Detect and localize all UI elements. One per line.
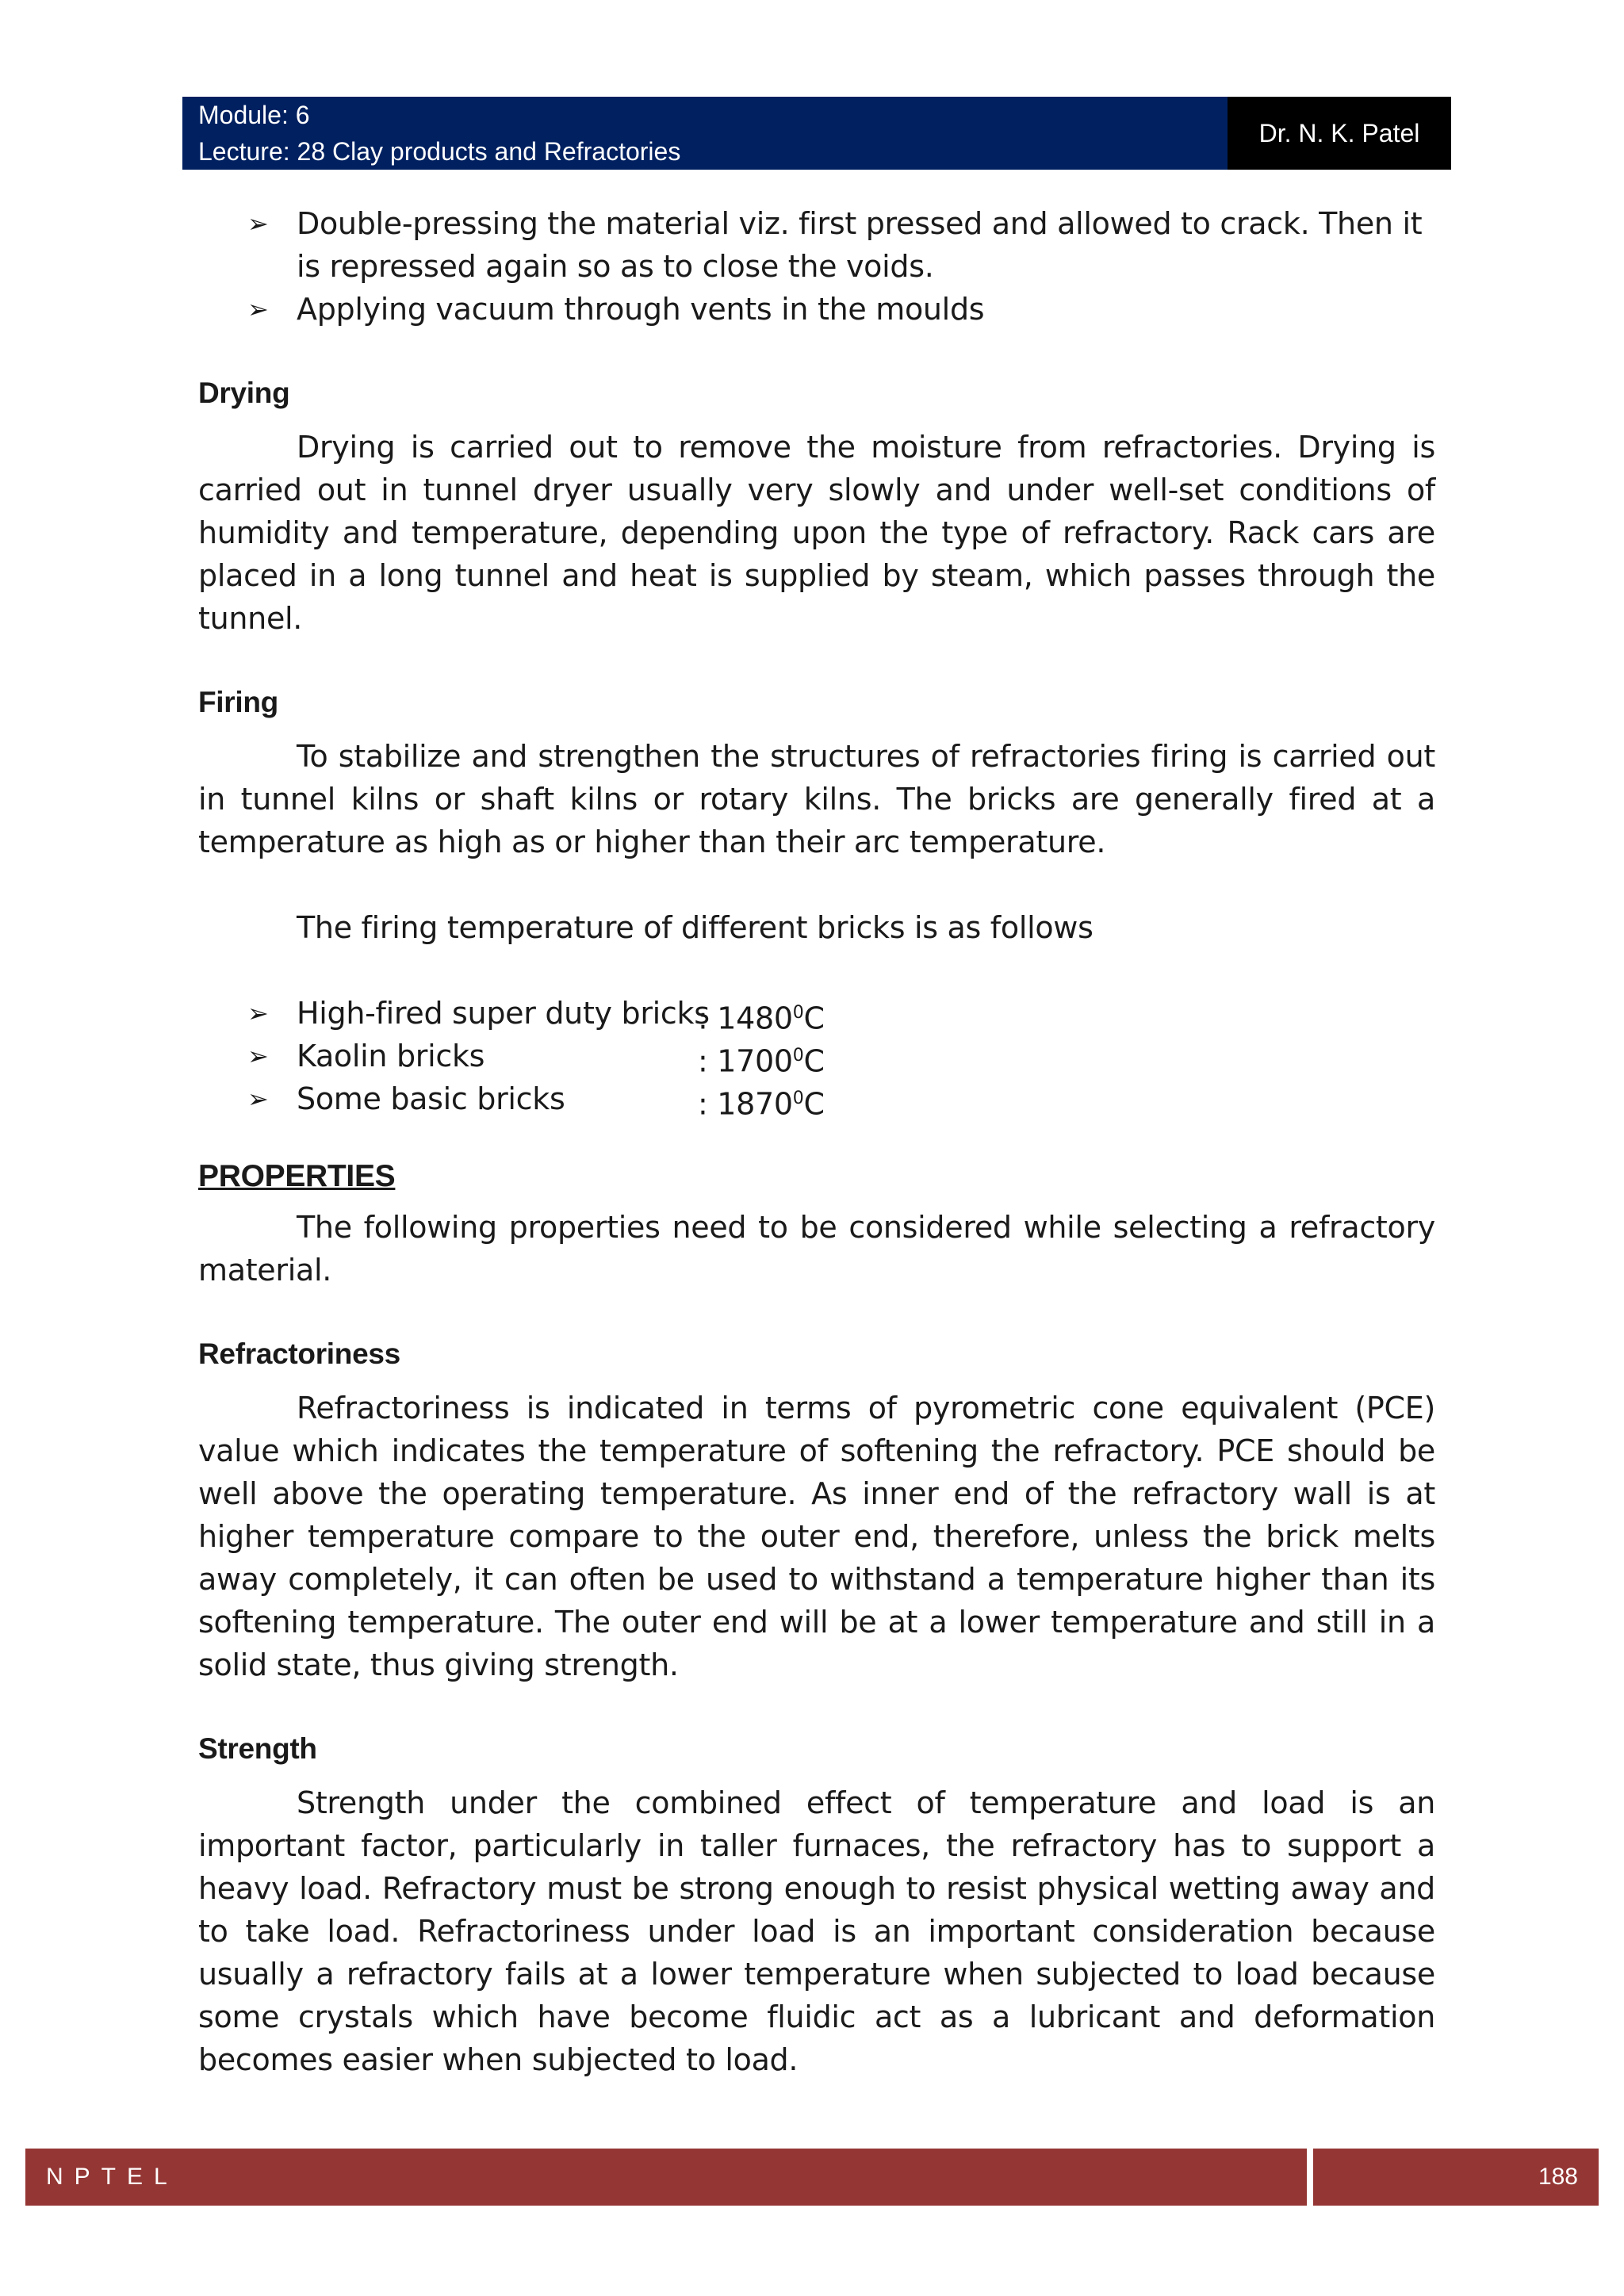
arrow-bullet-icon: ➢: [247, 998, 269, 1028]
refractoriness-paragraph: Refractoriness is indicated in terms of pyrometric cone equivalent (PCE) value which indicates the temperature of softening the refractory. PCE should be well above the operating temperature. As inner end of the refractory wall is at higher temperature compare to the outer end, therefore, unless the brick melts away completely, it can often be used to withstand a temperature higher than its softening temperature. The outer end will be at a lower temperature and still in a solid state, thus giving strength.: [198, 1391, 1435, 1682]
header-module-bar: [182, 97, 1228, 170]
page-content: [198, 202, 1435, 2081]
footer-label: NPTEL: [46, 2164, 178, 2190]
arrow-bullet-icon: ➢: [247, 294, 269, 324]
list-item: [198, 288, 1435, 331]
section-heading-drying: Drying: [198, 377, 290, 409]
brick-type: Kaolin bricks: [297, 1039, 485, 1073]
author-name: Dr. N. K. Patel: [1258, 118, 1420, 147]
firing-temperature: : 1480$^0$C: [698, 1001, 825, 1036]
list-item: [198, 1077, 1435, 1120]
bullet-text: Double-pressing the material viz. first pressed and allowed to crack. Then it is repressed again so as to close the voids.: [297, 206, 1423, 284]
arrow-bullet-icon: ➢: [247, 1041, 269, 1071]
firing-temperature: : 1870$^0$C: [698, 1086, 825, 1122]
properties-paragraph: The following properties need to be considered while selecting a refractory material.: [198, 1210, 1435, 1288]
firing-paragraph: To stabilize and strengthen the structures of refractories firing is carried out in tunnel kilns or shaft kilns or rotary kilns. The bricks are generally fired at a temperature as high as or higher than their arc temperature.: [198, 739, 1435, 859]
footer-bar: [25, 2149, 1307, 2206]
arrow-bullet-icon: ➢: [247, 209, 269, 239]
arrow-bullet-icon: ➢: [247, 1084, 269, 1114]
list-item: [198, 202, 1435, 288]
author-box: [1228, 97, 1451, 170]
bullet-text: Applying vacuum through vents in the moulds: [297, 292, 985, 327]
firing-temperature: : 1700$^0$C: [698, 1043, 825, 1079]
section-heading-refractoriness: Refractoriness: [198, 1337, 400, 1370]
module-label: Module: 6: [198, 101, 310, 129]
lecture-title: Lecture: 28 Clay products and Refractories: [198, 137, 681, 166]
brick-type: Some basic bricks: [297, 1081, 565, 1116]
brick-type: High-fired super duty bricks: [297, 996, 710, 1031]
list-item: [198, 1035, 1435, 1077]
section-heading-strength: Strength: [198, 1732, 317, 1765]
page-number-box: [1313, 2149, 1599, 2206]
drying-paragraph: Drying is carried out to remove the moisture from refractories. Drying is carried out in tunnel dryer usually very slowly and under well-set conditions of humidity and temperature, depending upon the type of refractory. Rack cars are placed in a long tunnel and heat is supplied by steam, which passes through the tunnel.: [198, 430, 1435, 636]
section-heading-properties: PROPERTIES: [198, 1159, 396, 1193]
strength-paragraph: Strength under the combined effect of temperature and load is an important factor, particularly in taller furnaces, the refractory has to support a heavy load. Refractory must be strong enough to resist physical wetting away and to take load. Refractoriness under load is an important consideration because usually a refractory fails at a lower temperature when subjected to load because some crystals which have become fluidic act as a lubricant and deformation becomes easier when subjected to load.: [198, 1785, 1435, 2077]
section-heading-firing: Firing: [198, 686, 278, 718]
page-number: 188: [1538, 2164, 1578, 2190]
list-item: [198, 992, 1435, 1035]
firing-intro: The firing temperature of different bricks is as follows: [297, 910, 1094, 945]
